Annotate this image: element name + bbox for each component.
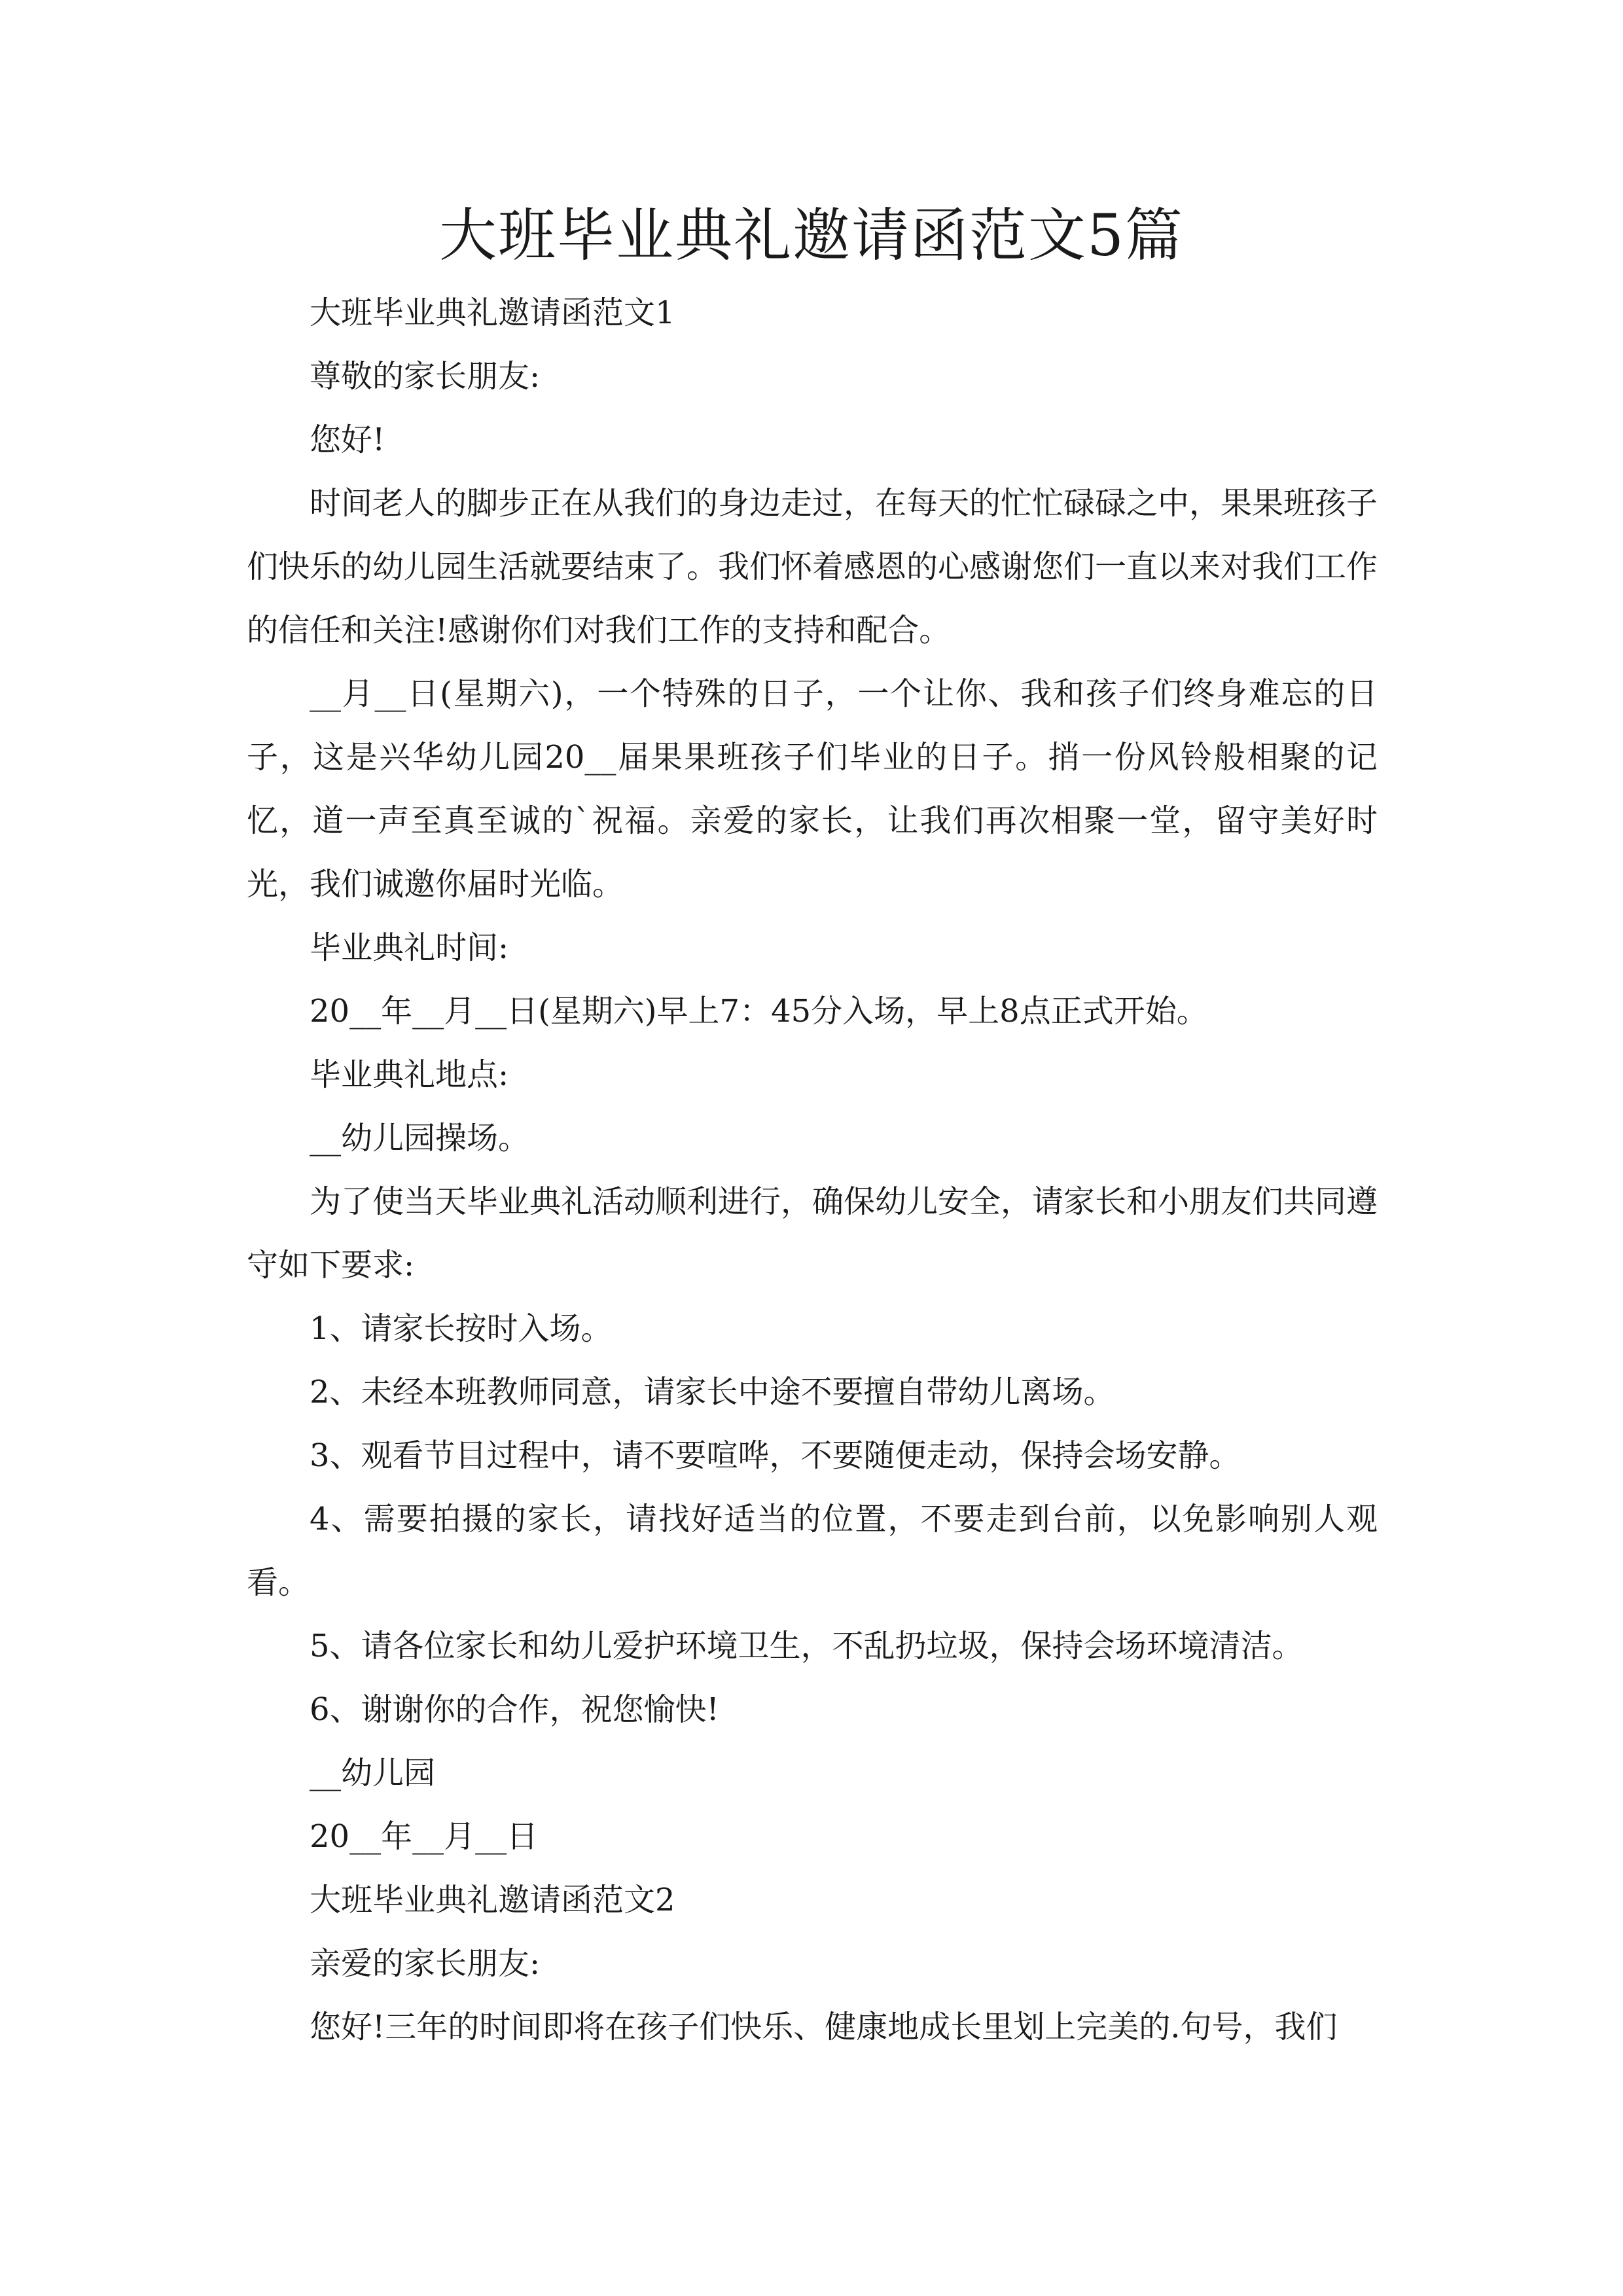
- list-item: 2、未经本班教师同意，请家长中途不要擅自带幼儿离场。: [310, 1374, 1115, 1410]
- section-heading: 大班毕业典礼邀请函范文1: [310, 295, 675, 331]
- paragraph: __月__日(星期六)，一个特殊的日子，一个让你、我和孩子们终身难忘的日子，这是兴华幼儿园20__届果果班孩子们毕业的日子。捎一份风铃般相聚的记忆，道一声至真至诚的`祝福。亲爱的家长，让我们再次相聚一堂，留守美好时光，我们诚邀你届时光临。: [247, 675, 1378, 903]
- document-title: 大班毕业典礼邀请函范文5篇: [439, 202, 1184, 269]
- greeting: 您好!: [310, 422, 385, 458]
- paragraph: 为了使当天毕业典礼活动顺利进行，确保幼儿安全，请家长和小朋友们共同遵守如下要求:: [247, 1183, 1378, 1283]
- location-heading: 毕业典礼地点:: [310, 1056, 509, 1093]
- time-value: 20__年__月__日(星期六)早上7：45分入场，早上8点正式开始。: [310, 993, 1208, 1030]
- time-heading: 毕业典礼时间:: [310, 929, 509, 966]
- signature-org: __幼儿园: [310, 1755, 436, 1791]
- list-item: 4、需要拍摄的家长，请找好适当的位置，不要走到台前，以免影响别人观看。: [247, 1501, 1378, 1601]
- location-value: __幼儿园操场。: [310, 1120, 530, 1157]
- salutation: 尊敬的家长朋友:: [310, 358, 541, 395]
- signature-date: 20__年__月__日: [310, 1818, 539, 1855]
- paragraph: 时间老人的脚步正在从我们的身边走过，在每天的忙忙碌碌之中，果果班孩子们快乐的幼儿园生活就要结束了。我们怀着感恩的心感谢您们一直以来对我们工作的信任和关注!感谢你们对我们工作的支持和配合。: [247, 485, 1378, 649]
- list-item: 3、观看节目过程中，请不要喧哗，不要随便走动，保持会场安静。: [310, 1437, 1241, 1474]
- section-heading: 大班毕业典礼邀请函范文2: [310, 1882, 675, 1918]
- document-body: [247, 281, 1378, 2059]
- paragraph: 您好!三年的时间即将在孩子们快乐、健康地成长里划上完美的.句号，我们: [310, 2009, 1338, 2045]
- list-item: 1、请家长按时入场。: [310, 1310, 613, 1347]
- salutation: 亲爱的家长朋友:: [310, 1945, 541, 1982]
- list-item: 5、请各位家长和幼儿爱护环境卫生，不乱扔垃圾，保持会场环境清洁。: [310, 1628, 1304, 1664]
- list-item: 6、谢谢你的合作，祝您愉快!: [310, 1691, 719, 1728]
